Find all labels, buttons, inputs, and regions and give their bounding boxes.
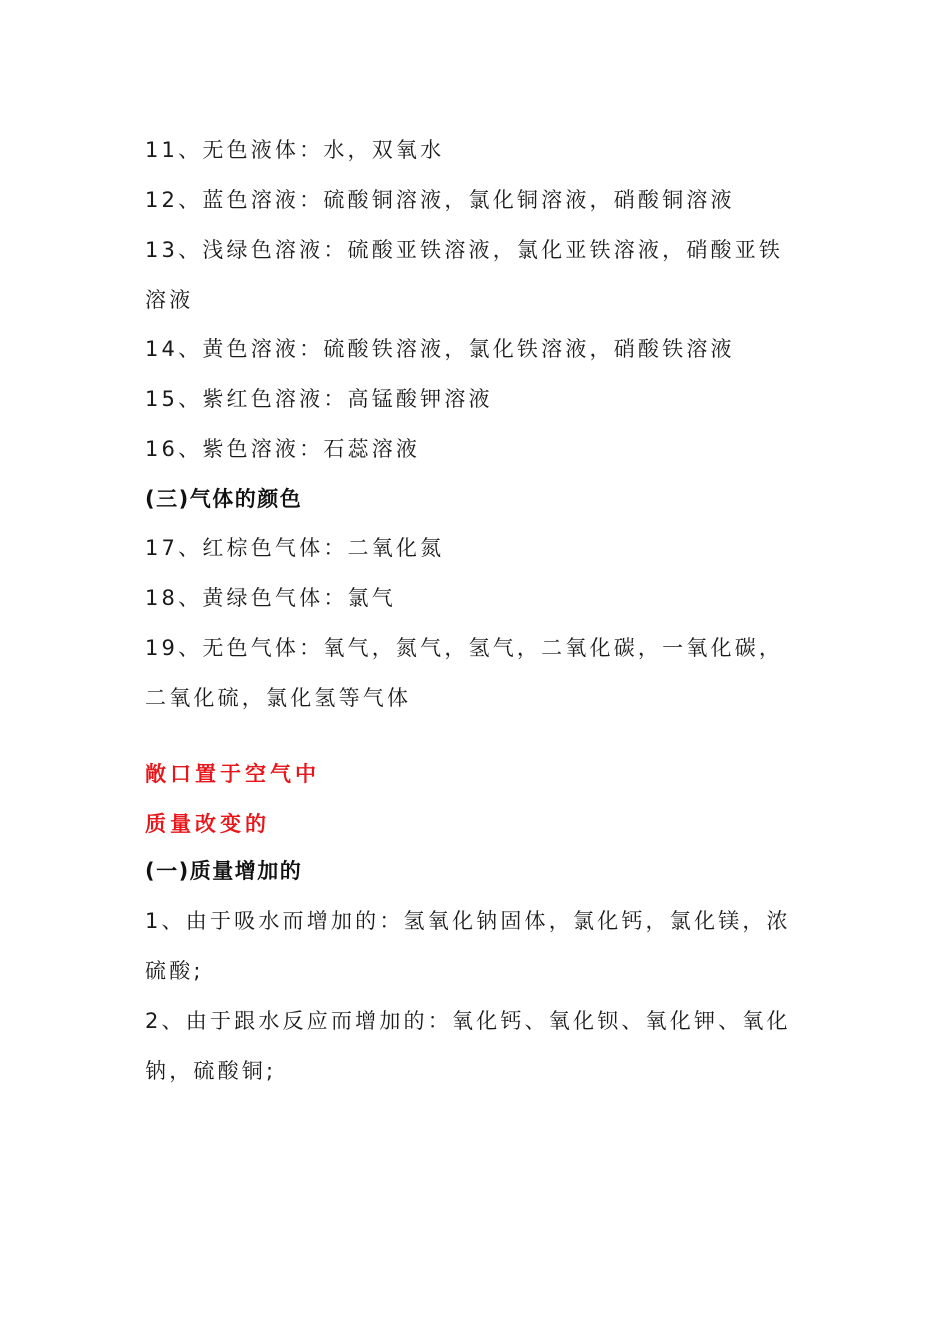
line-item-1: 1、由于吸水而增加的：氢氧化钠固体，氯化钙，氯化镁，浓: [145, 909, 791, 933]
section-heading-mass-increase: (一)质量增加的: [145, 859, 303, 883]
line-item-16: 16、紫色溶液：石蕊溶液: [145, 437, 421, 461]
line-item-2-continued: 钠，硫酸铜;: [145, 1059, 277, 1083]
line-item-18: 18、黄绿色气体：氯气: [145, 586, 396, 610]
line-item-19: 19、无色气体：氧气，氮气，氢气，二氧化碳，一氧化碳，: [145, 636, 784, 660]
line-item-12: 12、蓝色溶液：硫酸铜溶液，氯化铜溶液，硝酸铜溶液: [145, 188, 735, 212]
line-item-11: 11、无色液体：水，双氧水: [145, 138, 445, 162]
line-item-1-continued: 硫酸;: [145, 959, 204, 983]
line-item-14: 14、黄色溶液：硫酸铁溶液，氯化铁溶液，硝酸铁溶液: [145, 337, 735, 361]
line-item-2: 2、由于跟水反应而增加的：氧化钙、氧化钡、氧化钾、氧化: [145, 1009, 791, 1033]
red-heading-mass-change: 质量改变的: [145, 812, 270, 836]
section-heading-gas-colors: (三)气体的颜色: [145, 487, 303, 511]
line-item-13: 13、浅绿色溶液：硫酸亚铁溶液，氯化亚铁溶液，硝酸亚铁: [145, 238, 784, 262]
line-item-13-continued: 溶液: [145, 288, 194, 312]
line-item-15: 15、紫红色溶液：高锰酸钾溶液: [145, 387, 493, 411]
red-heading-open-air: 敞口置于空气中: [145, 762, 320, 786]
line-item-19-continued: 二氧化硫，氯化氢等气体: [145, 686, 412, 710]
line-item-17: 17、红棕色气体：二氧化氮: [145, 536, 445, 560]
